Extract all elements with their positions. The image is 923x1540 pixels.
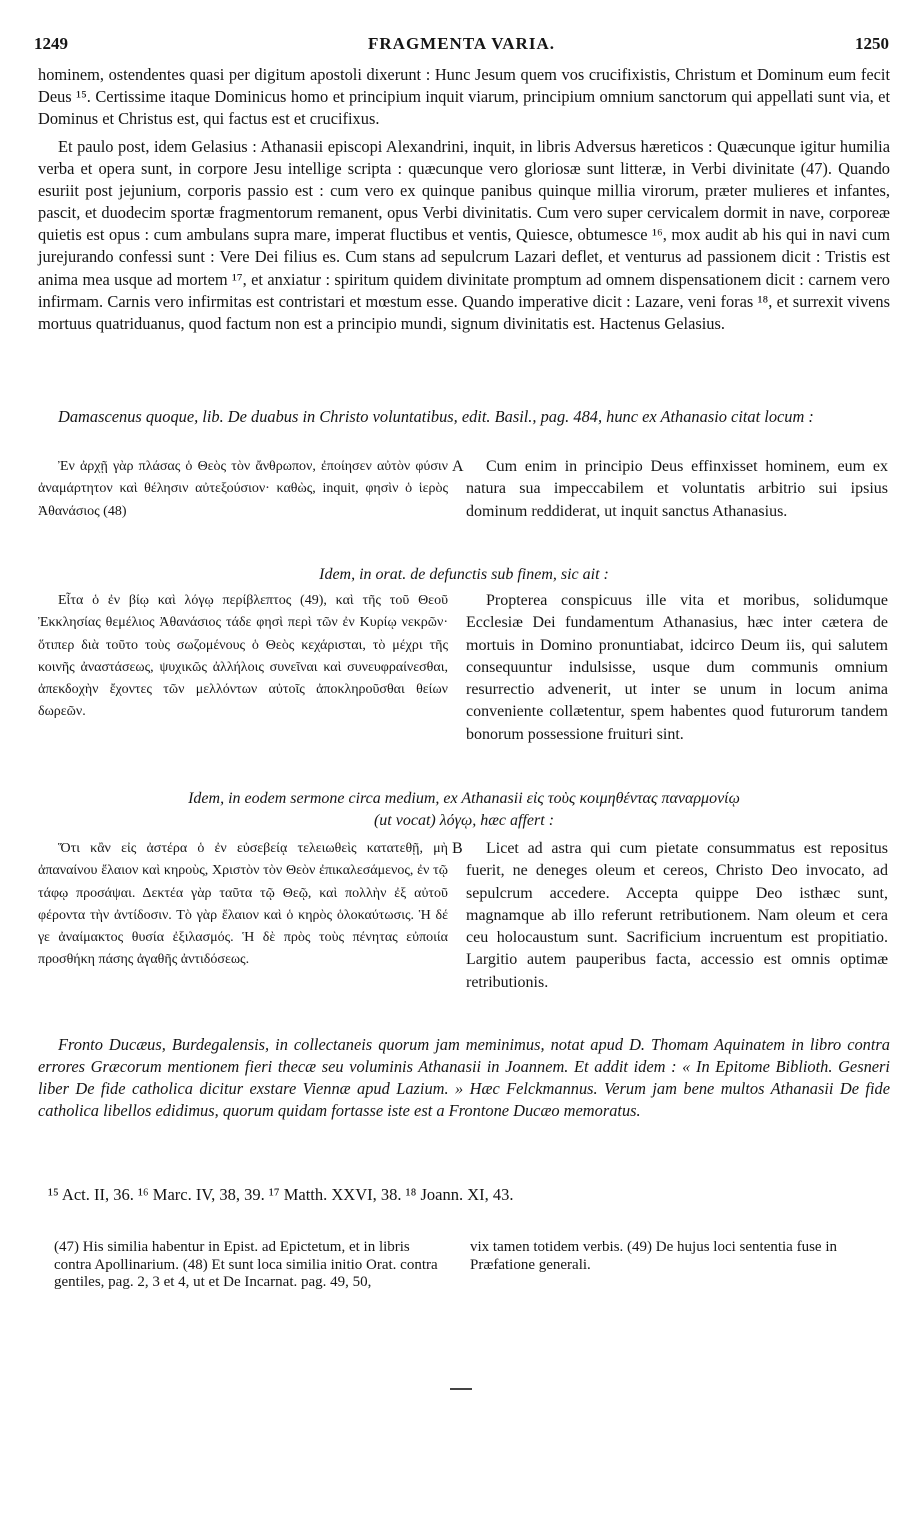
- page-header: [34, 34, 889, 56]
- decorative-dash: [450, 1388, 472, 1390]
- section-heading-eodem-sermone-cont: (ut vocat) λόγῳ, hæc affert :: [373, 812, 555, 829]
- latin-passage-3: Licet ad astra qui cum pietate consummatus est repositus fuerit, ne deneges oleum et cereos, Christo Deo invocato, ad sepulcrum accedere. Accepta quippe Deo isthæc sunt, magnamque ab illo referunt retributionem. Nam oleum et cera ceu holocaustum sunt. Sacrificium incruentum est propitiatio. Largitio autem pauperibus facta, accessio est omnis optimæ retributionis.: [466, 840, 888, 991]
- paragraph-hominem: hominem, ostendentes quasi per digitum apostoli dixerunt : Hunc Jesum quem vos crucifixistis, Christum et Dominum eum fecit Deus ¹⁵. Certissime itaque Dominicus homo et principium inquit viarum, principium omnium sanctorum qui appellati sunt via, et Dominus et Christus est, qui factus est et crucifixus.: [38, 65, 890, 129]
- paragraph-damascenus: Damascenus quoque, lib. De duabus in Christo voluntatibus, edit. Basil., pag. 484, hunc ex Athanasio citat locum :: [58, 407, 814, 426]
- greek-passage-3: Ὅτι κἂν εἰς ἀστέρα ὁ ἐν εὐσεβείᾳ τελειωθεὶς κατατεθῇ, μὴ ἀπαναίνου ἔλαιον καὶ κηροὺς, Χριστὸν τὸν Θεὸν ἐπικαλεσάμενος, ἐν τῷ τάφῳ προσάψαι. Δεκτέα γὰρ ταῦτα τῷ Θεῷ, καὶ πολλὴν ἐξ αὐτοῦ φέροντα τὴν ἀντίδοσιν. Τὸ γὰρ ἔλαιον καὶ ὁ κηρὸς ὁλοκαύτωσις. Ἡ δέ γε ἀναίμακτος θυσία ἐξιλασμός. Ἡ δὲ πρὸς τοὺς πένητας εὐποιία προσθήκη πάσης ἀγαθῆς ἀντιδόσεως.: [38, 841, 448, 968]
- footnotes-left: (47) His similia habentur in Epist. ad Epictetum, et in libris contra Apollinarium. (48) Et sunt loca similia initio Orat. contra gentiles, pag. 2, 3 et 4, ut et De Incarnat. pag. 49, 50,: [54, 1239, 438, 1290]
- greek-passage-1: Ἐν ἀρχῇ γὰρ πλάσας ὁ Θεὸς τὸν ἄνθρωπον, ἐποίησεν αὐτὸν φύσιν ἀναμάρτητον καὶ θέλησιν αὐτεξούσιον· καθὼς, inquit, φησὶν ὁ ἱερὸς Ἀθανάσιος (48): [38, 459, 448, 519]
- greek-passage-2: Εἶτα ὁ ἐν βίῳ καὶ λόγῳ περίβλεπτος (49), καὶ τῆς τοῦ Θεοῦ Ἐκκλησίας θεμέλιος Ἀθανάσιος τάδε φησὶ περὶ τῶν ἐν Κυρίῳ νεκρῶν· ὅτιπερ διὰ τοῦτο τοὺς σωζομένους ὁ Θεὸς κεχάρισται, τὸ μέχρι τῆς κοινῆς ἀναστάσεως, ψυχικῶς ἀλλήλοις συνεῖναι καὶ συνευφραίνεσθαι, ἀπεκδοχὴν ἔχοντες τῶν μελλόντων αὐτοῖς ἀποκληροῦσθαι θείων δωρεῶν.: [38, 593, 448, 720]
- margin-marker-b: B: [452, 840, 463, 857]
- running-title: FRAGMENTA VARIA.: [368, 34, 555, 53]
- paragraph-gelasius: Et paulo post, idem Gelasius : Athanasii episcopi Alexandrini, inquit, in libris Adversus hæreticos : Quæcunque igitur humilia verba et opera sunt, in corpore Jesu intellige scripta : quæcunque vero gloriosæ sunt litteræ, in Verbi divinitate (47). Quando esuriit post jejunium, corporis passio est : cum vero ex quinque panibus quinque millia virorum, præter mulieres et infantes, pascit, et duodecim sportæ fragmentorum remanent, opus Verbi divinitatis. Cum vero super cervicalem dormit in nave, corporeæ quietis est opus : cum ambulans supra mare, imperat fluctibus et ventis, Quiesce, obtumesce ¹⁶, mox audit ab his qui in navi cum jurejurando confessi sunt : Vere Dei filius es. Cum stans ad sepulcrum Lazari deflet, et venturus ad passionem dicit : Tristis est anima mea usque ad mortem ¹⁷, et anxiatur : spiritum quidem divinitate promptum ad omnem dispensationem dicit : carnem vero infirmam. Carnis vero infirmitas est contristari et mœstum esse. Quando imperative dicit : Lazare, veni foras ¹⁸, et surrexit vivens mortuus quatriduanus, quod factum non est a principio mundi, signum divinitatis est. Hactenus Gelasius.: [38, 137, 890, 333]
- latin-passage-2: Propterea conspicuus ille vita et moribus, solidumque Ecclesiæ Dei fundamentum Athanasius, hæc inter cætera de mortuis in Domino pronuntiabat, idcirco Deum iis, qui salutem consequuntur indulsisse, usque dum communis omnium resurrectio advenerit, ut inter se unum in locum anima conveniente collætentur, spem habentes quod futurorum tandem bonorum possessione fruituri sint.: [466, 592, 888, 743]
- page-number-right: 1250: [855, 34, 889, 53]
- footnotes-right: vix tamen totidem verbis. (49) De hujus loci sententia fuse in Præfatione generali.: [470, 1239, 838, 1273]
- margin-marker-a: A: [452, 458, 464, 475]
- section-heading-eodem-sermone: Idem, in eodem sermone circa medium, ex Athanasii εἰς τοὺς κοιμηθέντας παναρμονίῳ: [188, 790, 740, 807]
- section-heading-defunctis: Idem, in orat. de defunctis sub finem, sic ait :: [319, 566, 609, 583]
- latin-passage-1: Cum enim in principio Deus effinxisset hominem, eum ex natura sua impeccabilem et voluntatis arbitrio sui ipsius dominum reddiderat, ut inquit sanctus Athanasius.: [466, 458, 888, 520]
- scripture-references: ¹⁵ Act. II, 36. ¹⁶ Marc. IV, 38, 39. ¹⁷ Matth. XXVI, 38. ¹⁸ Joann. XI, 43.: [48, 1185, 514, 1204]
- paragraph-fronto: Fronto Ducæus, Burdegalensis, in collectaneis quorum jam meminimus, notat apud D. Thomam Aquinatem in libro contra errores Græcorum mentionem fieri thecæ seu voluminis Athanasii in Joannem. Et addit idem : « In Epitome Biblioth. Gesneri liber De fide catholica dicitur exstare Viennæ apud Lazium. » Hæc Felckmannus. Verum jam bene multos Athanasii De fide catholica libellos edidimus, quorum quidam fortasse iste est a Frontone Ducæo memoratus.: [38, 1035, 890, 1121]
- page-number-left: 1249: [34, 34, 68, 53]
